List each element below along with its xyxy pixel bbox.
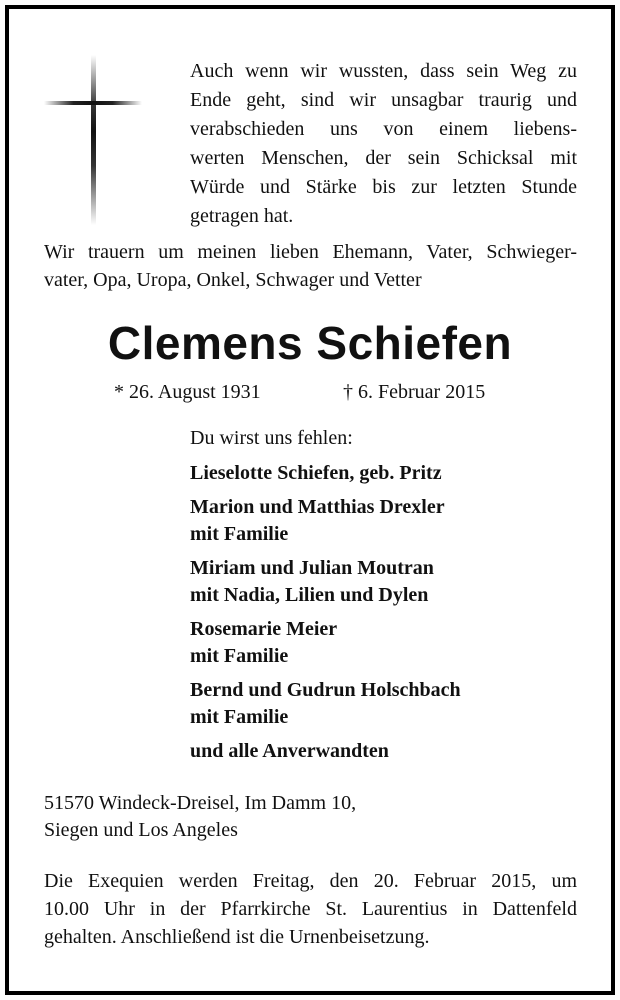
verse-line: Auch wenn wir wussten, dass sein Weg zu: [190, 60, 577, 82]
mourner-group: [190, 677, 461, 731]
cross-vertical-bar: [91, 55, 96, 225]
intro-line: vater, Opa, Uropa, Onkel, Schwager und Vetter: [44, 269, 422, 291]
address-line: Siegen und Los Angeles: [44, 819, 238, 841]
mourner-group: [190, 460, 461, 487]
deceased-name: Clemens Schiefen: [107, 317, 513, 369]
mourner-line: mit Familie: [190, 645, 289, 667]
mourners-intro: Du wirst uns fehlen:: [190, 427, 353, 449]
address: [44, 790, 356, 844]
service-line: Die Exequien werden Freitag, den 20. Februar 2015, um: [44, 870, 577, 892]
verse-line: getragen hat.: [190, 205, 294, 227]
mourner-line: Miriam und Julian Moutran: [190, 557, 434, 579]
verse-line: werten Menschen, der sein Schicksal mit: [190, 147, 577, 169]
mourner-group: [190, 494, 461, 548]
mourner-line: und alle Anverwandten: [190, 740, 389, 762]
mourners-list: [190, 460, 461, 772]
verse: [190, 57, 577, 231]
intro-line: Wir trauern um meinen lieben Ehemann, Vater, Schwieger-: [44, 241, 577, 263]
mourner-line: Lieselotte Schiefen, geb. Pritz: [190, 462, 442, 484]
mourner-line: Rosemarie Meier: [190, 618, 338, 640]
mourner-group: [190, 738, 461, 765]
cross-horizontal-bar: [44, 101, 142, 105]
mourner-line: mit Nadia, Lilien und Dylen: [190, 584, 429, 606]
verse-line: Ende geht, sind wir unsagbar traurig und: [190, 89, 577, 111]
mourner-line: mit Familie: [190, 706, 289, 728]
mourner-group: [190, 555, 461, 609]
mourner-line: Bernd und Gudrun Holschbach: [190, 679, 461, 701]
verse-line: verabschieden uns von einem liebens-: [190, 118, 577, 140]
mourner-group: [190, 616, 461, 670]
mourner-line: Marion und Matthias Drexler: [190, 496, 445, 518]
birth-date: * 26. August 1931: [114, 381, 261, 403]
mourning-intro: [44, 238, 577, 294]
verse-line: Würde und Stärke bis zur letzten Stunde: [190, 176, 577, 198]
death-date: † 6. Februar 2015: [343, 381, 486, 403]
service-info: [44, 867, 577, 951]
service-line: gehalten. Anschließend ist die Urnenbeisetzung.: [44, 926, 430, 948]
address-line: 51570 Windeck-Dreisel, Im Damm 10,: [44, 792, 357, 814]
service-line: 10.00 Uhr in der Pfarrkirche St. Laurentius in Dattenfeld: [44, 898, 577, 920]
mourner-line: mit Familie: [190, 523, 289, 545]
